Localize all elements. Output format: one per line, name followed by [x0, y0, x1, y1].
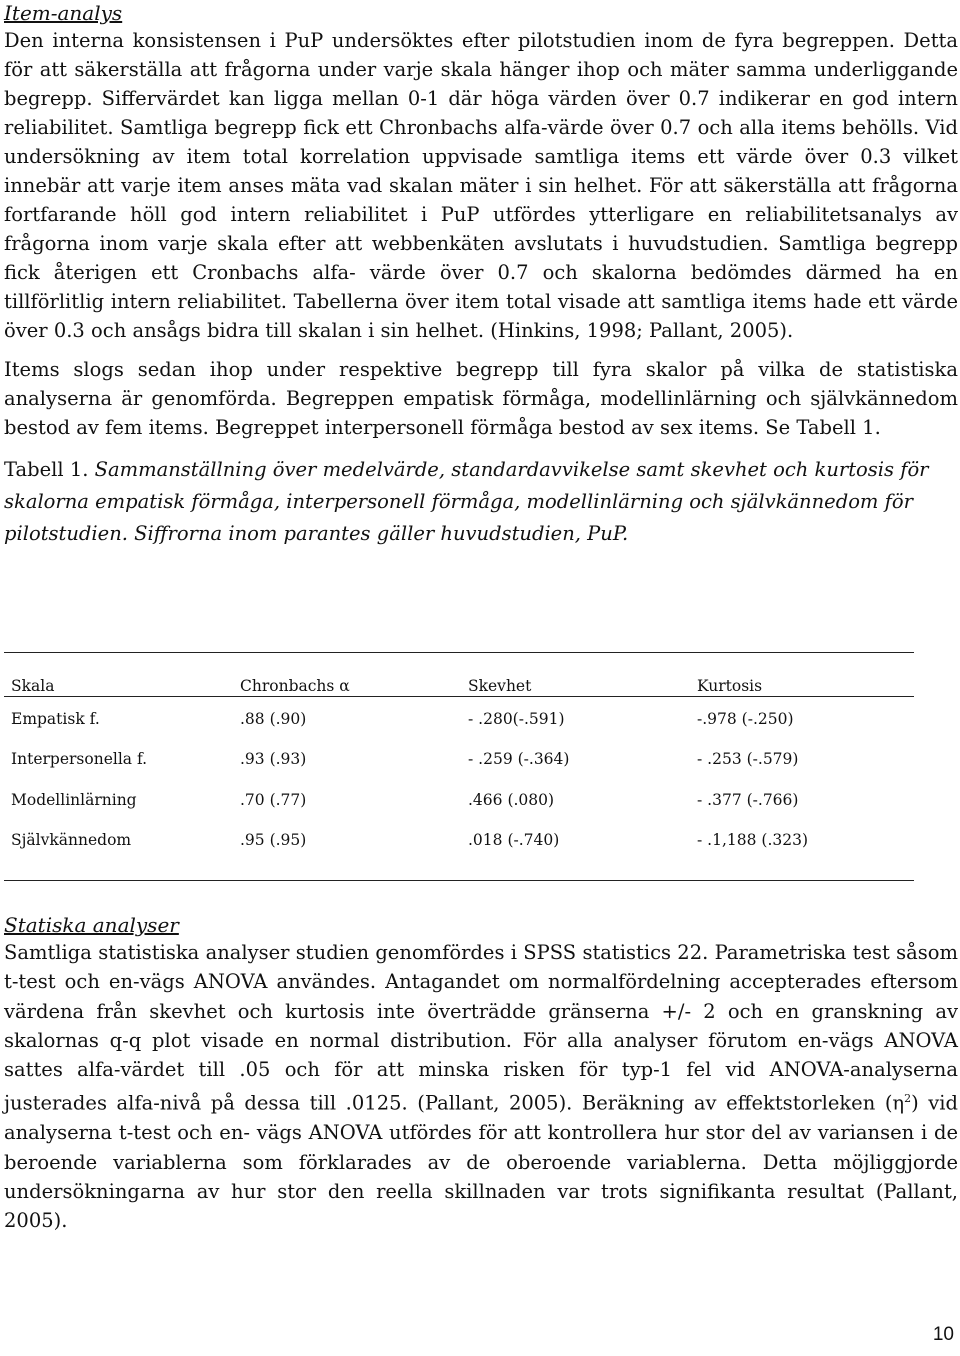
- table-cell: .466 (.080): [468, 791, 555, 809]
- table-cell: .018 (-.740): [468, 831, 560, 849]
- page-body: [4, 0, 958, 550]
- table-cell: Modellinlärning: [11, 791, 137, 809]
- table-header-cell: Chronbachs α: [240, 677, 350, 695]
- statistics-table: [4, 652, 914, 882]
- table-cell: - .1,188 (.323): [697, 831, 808, 849]
- table-header-row: [4, 674, 914, 698]
- section-heading-statistical-analyses: Statiska analyser: [4, 913, 179, 937]
- statistical-text-start: Samtliga statistiska analyser studien genomfördes i SPSS statistics 22. Parametriska test såsom t-test och en-vägs ANOVA användes. Antagandet om normalfördelning accepterades eftersom värdena från skevhet och kurtosis inte överträdde gränserna +/- 2 och en granskning av skalornas q-q plot visade en normal distribution. För alla analyser förutom en-vägs ANOVA sattes alfa-värdet till .05 och för att minska risken för typ-1 fel vid ANOVA-analyserna justerades alfa-nivå på dessa till .0125. (Pallant, 2005). Beräkning av effektstorleken (η: [4, 941, 958, 1115]
- table-cell: Självkännedom: [11, 831, 132, 849]
- table-row: [4, 747, 914, 771]
- statistical-analyses-paragraph: [4, 938, 958, 1235]
- section-heading-item-analysis: Item-analys: [4, 1, 123, 25]
- item-merge-paragraph: Items slogs sedan ihop under respektive begrepp till fyra skalor på vilka de statistiska analyserna är genomförda. Begreppen empatisk förmåga, modellinlärning och självkännedom bestod av fem items. Begreppet interpersonell förmåga bestod av sex items. Se Tabell 1.: [4, 358, 958, 439]
- table-cell: -.978 (-.250): [697, 710, 794, 728]
- table-header-rule: [4, 696, 914, 697]
- statistical-analyses-section: [4, 912, 958, 1235]
- item-analysis-paragraph: Den interna konsistensen i PuP undersöktes efter pilotstudien inom de fyra begreppen. Detta för att säkerställa att frågorna under varje skala hänger ihop och mäter samma underliggande begrepp. Siffervärdet kan ligga mellan 0-1 där höga värden över 0.7 indikerar en god intern reliabilitet. Samtliga begrepp fick ett Chronbachs alfa-värde över 0.7 och alla items behölls. Vid undersökning av item total korrelation uppvisade samtliga items ett värde över 0.3 vilket innebär att varje item anses mäta vad skalan mäter i sin helhet. För att säkerställa att frågorna fortfarande höll god intern reliabilitet i PuP utfördes ytterligare en reliabilitetsanalys av frågorna inom varje skala efter att webbenkäten avslutats i huvudstudien. Samtliga begrepp fick återigen ett Cronbachs alfa- värde över 0.7 och skalorna bedömdes därmed ha en tillförlitlig intern reliabilitet. Tabellerna över item total visade att samtliga items hade ett värde över 0.3 och ansågs bidra till skalan i sin helhet. (Hinkins, 1998; Pallant, 2005).: [4, 29, 958, 342]
- table-cell: Empatisk f.: [11, 710, 100, 728]
- table-header-cell: Skevhet: [468, 677, 532, 695]
- table-cell: - .253 (-.579): [697, 750, 799, 768]
- table-cell: - .377 (-.766): [697, 791, 799, 809]
- table-caption-text: Sammanställning över medelvärde, standardavvikelse samt skevhet och kurtosis för skalorna empatisk förmåga, interpersonell förmåga, modellinlärning och självkännedom för pilotstudien. Siffrorna inom parantes gäller huvudstudien, PuP.: [4, 458, 929, 545]
- table-caption: [4, 454, 958, 550]
- table-top-rule: [4, 652, 914, 653]
- table-cell: - .280(-.591): [468, 710, 565, 728]
- table-header-cell: Skala: [11, 677, 55, 695]
- table-row: [4, 707, 914, 731]
- table-cell: - .259 (-.364): [468, 750, 570, 768]
- table-bottom-rule: [4, 880, 914, 881]
- table-cell: .93 (.93): [240, 750, 307, 768]
- table-header-cell: Kurtosis: [697, 677, 763, 695]
- page-number: 10: [932, 1324, 954, 1345]
- table-cell: .70 (.77): [240, 791, 307, 809]
- table-caption-label: Tabell 1.: [4, 458, 89, 481]
- table-cell: .95 (.95): [240, 831, 307, 849]
- table-row: [4, 788, 914, 812]
- table-row: [4, 828, 914, 852]
- statistical-text-end: ) vid analyserna t-test och en- vägs ANOVA utfördes för att kontrollera hur stor del av variansen i de beroende variablerna som förklarades av de oberoende variablerna. Detta möjliggjorde undersökningarna av hur stor den reella skillnaden var trots signifikanta resultat (Pallant, 2005).: [4, 1091, 958, 1233]
- eta-superscript: 2: [904, 1092, 912, 1106]
- table-cell: Interpersonella f.: [11, 750, 148, 768]
- table-cell: .88 (.90): [240, 710, 307, 728]
